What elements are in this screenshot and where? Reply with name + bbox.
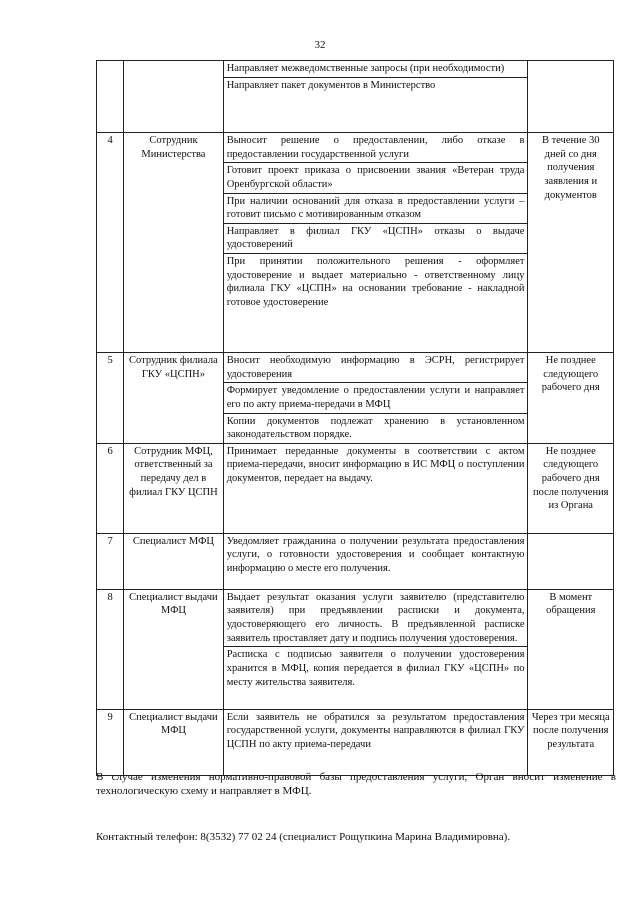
deadline: В течение 30 дней со дня получения заявления и документов <box>528 133 614 353</box>
action-item: Формирует уведомление о предоставлении услуги и направляет его по акту приема-передачи в МФЦ <box>224 382 528 412</box>
action-item: Готовит проект приказа о присвоении звания «Ветеран труда Оренбургской области» <box>224 162 528 192</box>
step-number <box>97 61 124 133</box>
action-item: При принятии положительного решения - оформляет удостоверение и выдает материально - ответственному лицу филиала ГКУ «ЦСПН» на основании требование - накладной готовое удостоверение <box>224 253 528 311</box>
deadline <box>528 533 614 589</box>
action-item: Уведомляет гражданина о получении результата предоставления услуги, о готовности удостоверения и сообщает контактную информацию о месте его получения. <box>226 535 525 575</box>
page-number: 32 <box>314 39 326 51</box>
action-item: Если заявитель не обратился за результатом предоставления государственной услуги, документы направляются в филиал ГКУ ЦСПН по акту приема-передачи <box>226 711 525 751</box>
deadline: Через три месяца после получения результата <box>528 709 614 775</box>
actions-cell <box>223 133 528 353</box>
actions-cell <box>223 353 528 444</box>
actions-cell <box>223 533 528 589</box>
responsible-person <box>124 61 224 133</box>
table-row <box>97 443 614 533</box>
responsible-person: Специалист МФЦ <box>124 533 224 589</box>
responsible-person: Специалист выдачи МФЦ <box>124 589 224 709</box>
step-number: 9 <box>97 709 124 775</box>
responsible-person: Сотрудник Министерства <box>124 133 224 353</box>
table-row <box>97 709 614 775</box>
step-number: 8 <box>97 589 124 709</box>
action-item: Выдает результат оказания услуги заявителю (представителю заявителя) при предъявлении расписки и документа, удостоверяющего его личность. В предъявленной расписке заявитель проставляет дату и подпись получения удостоверения. <box>226 591 525 644</box>
action-item: Вносит необходимую информацию в ЭСРН, регистрирует удостоверения <box>226 355 525 380</box>
actions-cell <box>223 589 528 709</box>
deadline <box>528 61 614 133</box>
step-number: 4 <box>97 133 124 353</box>
table-row <box>97 353 614 444</box>
deadline: В момент обращения <box>528 589 614 709</box>
actions-cell <box>223 61 528 133</box>
footer-note: В случае изменения нормативно-правовой базы предоставления услуги, Орган вносит изменение в технологическую схему и направляет в МФЦ. <box>96 771 616 798</box>
action-item: Выносит решение о предоставлении, либо отказе в предоставлении государственной услуги <box>226 135 525 160</box>
action-item: Расписка с подписью заявителя о получении удостоверения хранится в МФЦ, копия передается в филиал ГКУ «ЦСПН» по месту жительства заявителя. <box>224 646 528 690</box>
action-item: Копии документов подлежат хранению в установленном законодательством порядке. <box>224 413 528 443</box>
table-row <box>97 133 614 353</box>
contact-line: Контактный телефон: 8(3532) 77 02 24 (специалист Рощупкина Марина Владимировна). <box>96 831 511 843</box>
step-number: 5 <box>97 353 124 444</box>
action-item: Направляет межведомственные запросы (при необходимости) <box>226 63 505 74</box>
responsible-person: Сотрудник МФЦ, ответственный за передачу дел в филиал ГКУ ЦСПН <box>124 443 224 533</box>
step-number: 7 <box>97 533 124 589</box>
action-item: Принимает переданные документы в соответствии с актом приема-передачи, вносит информацию в ИС МФЦ о поступлении документов, передает на выдачу. <box>226 445 525 485</box>
table-row <box>97 533 614 589</box>
step-number: 6 <box>97 443 124 533</box>
table-row <box>97 589 614 709</box>
responsible-person: Сотрудник филиала ГКУ «ЦСПН» <box>124 353 224 444</box>
action-item: При наличии оснований для отказа в предоставлении услуги – готовит письмо с мотивированным отказом <box>224 193 528 223</box>
action-item: Направляет пакет документов в Министерство <box>224 77 528 94</box>
table-row <box>97 61 614 133</box>
actions-cell <box>223 443 528 533</box>
action-item: Направляет в филиал ГКУ «ЦСПН» отказы о выдаче удостоверений <box>224 223 528 253</box>
responsible-person: Специалист выдачи МФЦ <box>124 709 224 775</box>
deadline: Не позднее следующего рабочего дня <box>528 353 614 444</box>
actions-cell <box>223 709 528 775</box>
deadline: Не позднее следующего рабочего дня после получения из Органа <box>528 443 614 533</box>
process-table <box>96 60 614 776</box>
